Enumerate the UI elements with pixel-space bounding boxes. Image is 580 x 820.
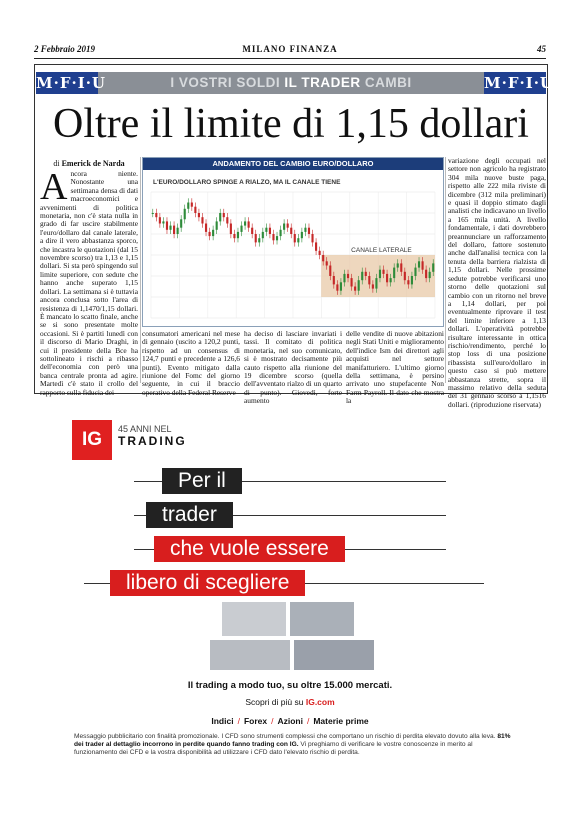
market-sep: /: [306, 716, 310, 726]
disclaimer-post: Vi preghiamo di verificare le vostre conoscenze in merito al funzionamento dei CFD e la vostra disponibilità ad utilizzare i CFD dato l'elevato rischio di perdita.: [74, 741, 473, 756]
market-sep: /: [237, 716, 240, 726]
section-title: [106, 72, 476, 94]
candle-body: [425, 270, 427, 278]
candle-body: [418, 261, 420, 267]
ig-link[interactable]: IG.com: [305, 697, 335, 707]
candle-body: [379, 270, 381, 278]
candle-body: [294, 234, 296, 242]
candle-body: [372, 284, 374, 288]
candle-body: [358, 280, 360, 291]
channel-band: [321, 255, 435, 297]
headline-line-4: libero di scegliere: [110, 570, 305, 596]
disclaimer-bold: 81% dei trader al dettaglio incorrono in perdite quando fanno trading con IG.: [74, 733, 511, 748]
market-indici: Indici: [211, 716, 234, 726]
candle-body: [368, 276, 370, 284]
section-bold: IL TRADER: [284, 75, 361, 90]
candle-body: [177, 228, 179, 234]
candle-body: [162, 221, 164, 223]
column-1-text: ncora niente. Nonostante una settimana densa di dati macroeconomici e avvenimenti di politica monetaria, non c'è stata nulla in grado di far uscire stabilmente l'euro/dollaro dal canale laterale, a dire il vero abbastanza sporco, che incastra le quotazioni (dal 15 novembre scorso) tra 1,13 e 1,15 dollari. Si sta però spingendo sul limite superiore, con sedute che hanno anche superato 1,15 dollari. La settimana si è tuttavia ancora conclusa sotto l'area di resistenza di 1,1470/1,15 dollari. È mancato lo scatto finale, anche se si sono presentate molte occasioni. Si è partiti lunedì con il discorso di Mario Draghi, in cui il presidente della Bce ha sottolineato i rischi a ribasso dell'economia con però una banca centrale pronta ad agire. Martedì c'è stato il crollo del rapporto sulla fiducia dei: [40, 169, 138, 397]
section-band: [36, 72, 555, 94]
candle-body: [311, 234, 313, 242]
ig-anniversary: 45 ANNI NEL: [118, 424, 172, 434]
article-column-2: consumatori americani nel mese di gennaio (uscito a 120,2 punti, rispetto ad un consensus di 124,7 punti e precedente a 126,6 punti). Evento mitigato dalla riunione del Fomc del giorno seguente, in cui il braccio operativo della Federal Reserve: [142, 329, 240, 397]
trader-photo-3: [210, 640, 290, 670]
mfiu-logo-left: M·F·I·U: [36, 74, 107, 92]
candle-body: [407, 280, 409, 284]
candle-body: [347, 274, 349, 278]
candle-body: [169, 226, 171, 230]
candle-body: [315, 242, 317, 250]
market-azioni: Azioni: [277, 716, 303, 726]
candle-body: [354, 287, 356, 291]
candle-body: [429, 272, 431, 278]
candle-body: [390, 278, 392, 282]
candle-body: [265, 228, 267, 232]
market-forex: Forex: [243, 716, 268, 726]
page-header: [34, 44, 546, 59]
market-materie-prime: Materie prime: [313, 716, 369, 726]
disclaimer-pre: Messaggio pubblicitario con finalità promozionale. I CFD sono strumenti complessi che comportano un rischio di perdita elevato dovuto alla leva.: [74, 733, 496, 740]
page-number: 45: [537, 44, 546, 54]
chart-title: ANDAMENTO DEL CAMBIO EURO/DOLLARO: [143, 158, 443, 170]
candle-body: [240, 226, 242, 232]
candle-body: [184, 209, 186, 220]
candle-body: [187, 203, 189, 209]
candle-body: [226, 217, 228, 223]
candle-body: [166, 221, 168, 229]
candle-body: [255, 234, 257, 242]
candle-body: [223, 213, 225, 217]
candle-body: [269, 228, 271, 234]
article-column-4: delle vendite di nuove abitazioni negli Stati Uniti e miglioramento dell'indice Ism dei direttori agli acquisti nel settore manifatturiero. L'ultimo giorno della settimana, è persino arrivato uno stupefacente Non Farm Payroll. Il dato che mostra la: [346, 329, 444, 406]
candle-body: [191, 203, 193, 207]
candle-body: [280, 230, 282, 236]
chart-svg: [143, 170, 443, 326]
candle-body: [422, 261, 424, 269]
candle-body: [414, 268, 416, 276]
issue-date: 2 Febbraio 2019: [34, 44, 96, 54]
ad-tagline: Il trading a modo tuo, su oltre 15.000 mercati.: [187, 680, 393, 691]
candle-body: [386, 274, 388, 282]
candle-body: [404, 272, 406, 280]
candle-body: [326, 261, 328, 265]
candle-body: [382, 270, 384, 274]
candle-body: [152, 213, 154, 214]
candle-body: [198, 213, 200, 217]
candle-body: [262, 232, 264, 238]
candle-body: [329, 266, 331, 277]
candle-body: [432, 263, 434, 271]
candle-body: [400, 263, 402, 271]
headline-line-2: trader: [146, 502, 233, 528]
article-column-3: ha deciso di lasciare invariati i tassi. Il comitato di politica monetaria, nel suo comunicato, si è mostrato decisamente più cauto rispetto alla riunione del 19 dicembre scorso (quella dell'avventato rialzo di un quarto di punto). Giovedì, forte aumento: [244, 329, 342, 406]
candle-body: [397, 263, 399, 267]
candle-body: [365, 272, 367, 276]
masthead: MILANO FINANZA: [242, 44, 338, 54]
candle-body: [173, 226, 175, 234]
candle-body: [251, 228, 253, 234]
ig-logo: IG: [72, 420, 112, 460]
trader-photo-2: [290, 602, 354, 636]
column-rule: [140, 157, 141, 383]
candle-body: [209, 232, 211, 236]
ad-disclaimer: [74, 733, 514, 757]
eurusd-chart: [142, 157, 444, 327]
headline-line-1: Per il: [162, 468, 242, 494]
candle-body: [290, 228, 292, 234]
drop-cap: A: [40, 166, 68, 208]
ig-trading: TRADING: [118, 434, 187, 448]
trader-photo-4: [294, 640, 374, 670]
candle-body: [319, 251, 321, 255]
mfiu-logo-right: M·F·I·U: [484, 74, 555, 92]
ad-scopri: [0, 697, 580, 707]
candle-body: [155, 213, 157, 217]
headline-line-3: che vuole essere: [154, 536, 345, 562]
candle-body: [308, 228, 310, 234]
candle-body: [244, 221, 246, 225]
candle-body: [343, 274, 345, 282]
candle-body: [216, 221, 218, 229]
article-column-5: variazione degli occupati nel settore non agricolo ha registrato 304 mila nuove buste paga, rispetto alle 222 mila riviste di dicembre (312 mila preliminari) e quasi il doppio stimato dagli analisti che indicavano un livello a 165 mila unità. A livello fondamentale, i dati dovrebbero preannunciare un rafforzamento del dollaro, fattore sostenuto anche dall'analisi tecnica con la tenuta della barriera rialzista di 1,15 dollari. Nelle prossime sedute potrebbe verificarsi uno storno delle quotazioni sul cambio con un ritorno nel breve a 1,14 dollari, per poi eventualmente riprovare il test del limite inferiore a 1,13 dollari. L'operatività potrebbe risultare interessante in ottica rischio/rendimento, perché lo stop loss di una posizione ribassista sull'euro/dollaro in questo caso si può mettere abbastanza strette, sopra il massimo relativo della seduta del 31 gennaio scorso a 1,1516 dollari. (riproduzione riservata): [448, 156, 546, 409]
ad-markets: [0, 716, 580, 726]
section-pre: I VOSTRI SOLDI: [170, 75, 281, 90]
column-rule: [445, 157, 446, 383]
candle-body: [287, 224, 289, 228]
candle-body: [351, 278, 353, 286]
candle-body: [248, 221, 250, 227]
byline-author: Emerick de Narda: [61, 159, 125, 168]
candle-body: [237, 232, 239, 238]
candle-body: [276, 236, 278, 240]
candle-body: [304, 228, 306, 232]
candle-body: [301, 232, 303, 238]
candle-body: [411, 276, 413, 284]
candle-body: [233, 234, 235, 238]
candle-body: [333, 276, 335, 284]
market-sep: /: [271, 716, 274, 726]
candle-body: [212, 230, 214, 236]
candle-body: [272, 234, 274, 240]
candle-body: [194, 207, 196, 213]
candle-body: [340, 282, 342, 290]
candle-body: [201, 217, 203, 223]
candle-body: [258, 238, 260, 242]
candle-body: [180, 219, 182, 227]
article-column-1: [40, 166, 138, 397]
candle-body: [336, 284, 338, 290]
candle-body: [230, 224, 232, 235]
candle-body: [205, 224, 207, 232]
byline-prefix: di: [53, 159, 60, 168]
candle-body: [393, 268, 395, 279]
chart-subtitle: L'EURO/DOLLARO SPINGE A RIALZO, MA IL CANALE TIENE: [153, 179, 341, 186]
scopri-text: Scopri di più su: [245, 697, 304, 707]
article-title: Oltre il limite di 1,15 dollari: [53, 101, 529, 147]
candle-body: [219, 213, 221, 221]
channel-label: CANALE LATERALE: [351, 247, 412, 254]
candle-body: [297, 238, 299, 242]
trader-photo-1: [222, 602, 286, 636]
candle-body: [322, 255, 324, 261]
candle-body: [283, 224, 285, 230]
candle-body: [375, 278, 377, 289]
section-post: CAMBI: [364, 75, 412, 90]
candle-body: [361, 272, 363, 280]
candle-body: [159, 217, 161, 223]
